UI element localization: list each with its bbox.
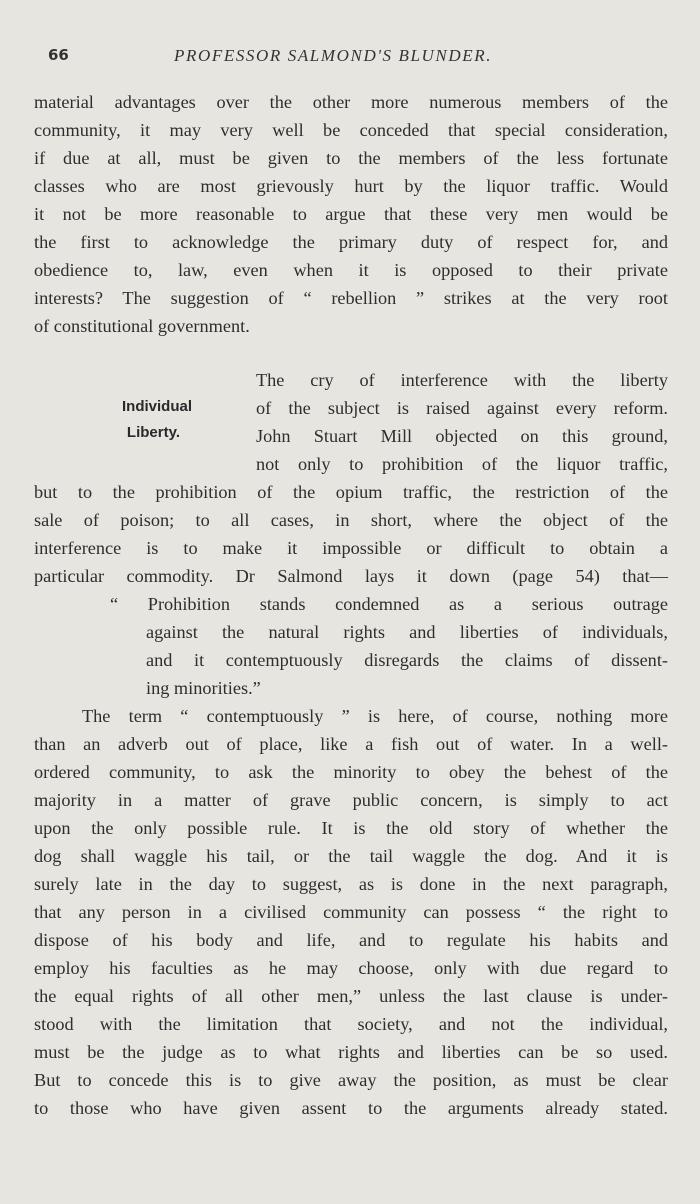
quote-line: against the natural rights and liberties of individuals,: [146, 622, 668, 642]
text-line: The term “ contemptuously ” is here, of course, nothing more: [82, 706, 668, 726]
text-line: ordered community, to ask the minority to obey the behest of the: [34, 762, 668, 782]
text-line: it not be more reasonable to argue that these very men would be: [34, 204, 668, 224]
text-line: surely late in the day to suggest, as is done in the next paragraph,: [34, 874, 668, 894]
sidenote-heading-line-1: Individual: [121, 398, 192, 415]
paragraph-gap: [34, 340, 668, 366]
text-line: stood with the limitation that society, and not the individual,: [34, 1014, 668, 1034]
text-line: interests? The suggestion of “ rebellion ” strikes at the very root: [34, 288, 668, 308]
page-number: 66: [48, 46, 69, 64]
text-line: But to concede this is to give away the position, as must be clear: [34, 1070, 668, 1090]
text-line: that any person in a civilised community can possess “ the right to: [34, 902, 668, 922]
text-line: The cry of interference with the liberty: [256, 370, 668, 390]
text-line: sale of poison; to all cases, in short, where the object of the: [34, 510, 668, 530]
text-line: if due at all, must be given to the members of the less fortunate: [34, 148, 668, 168]
text-line: particular commodity. Dr Salmond lays it down (page 54) that—: [34, 566, 668, 586]
text-line: not only to prohibition of the liquor traffic,: [256, 454, 668, 474]
text-line: of constitutional government.: [34, 316, 250, 336]
text-line: interference is to make it impossible or difficult to obtain a: [34, 538, 668, 558]
text-line: to those who have given assent to the arguments already stated.: [34, 1098, 668, 1118]
body-text: [34, 88, 668, 1122]
running-title: PROFESSOR SALMOND'S BLUNDER.: [174, 46, 493, 65]
sidenote-heading-line-2: Liberty.: [126, 424, 180, 441]
quote-line: “ Prohibition stands condemned as a serious outrage: [110, 594, 668, 614]
text-line: community, it may very well be conceded that special consideration,: [34, 120, 668, 140]
text-line: dog shall waggle his tail, or the tail waggle the dog. And it is: [34, 846, 668, 866]
text-line: the first to acknowledge the primary duty of respect for, and: [34, 232, 668, 252]
text-line: but to the prohibition of the opium traffic, the restriction of the: [34, 482, 668, 502]
text-line: upon the only possible rule. It is the old story of whether the: [34, 818, 668, 838]
text-line: material advantages over the other more numerous members of the: [34, 92, 668, 112]
text-line: than an adverb out of place, like a fish out of water. In a well-: [34, 734, 668, 754]
text-line: dispose of his body and life, and to regulate his habits and: [34, 930, 668, 950]
quote-line: and it contemptuously disregards the claims of dissent-: [146, 650, 668, 670]
text-line: of the subject is raised against every reform.: [256, 398, 668, 418]
text-line: the equal rights of all other men,” unless the last clause is under-: [34, 986, 668, 1006]
text-line: majority in a matter of grave public concern, is simply to act: [34, 790, 668, 810]
text-line: employ his faculties as he may choose, only with due regard to: [34, 958, 668, 978]
quote-line: ing minorities.”: [146, 678, 261, 698]
text-line: John Stuart Mill objected on this ground,: [256, 426, 668, 446]
text-line: must be the judge as to what rights and liberties can be so used.: [34, 1042, 668, 1062]
text-line: classes who are most grievously hurt by the liquor traffic. Would: [34, 176, 668, 196]
page-header: [34, 46, 668, 72]
text-line: obedience to, law, even when it is opposed to their private: [34, 260, 668, 280]
